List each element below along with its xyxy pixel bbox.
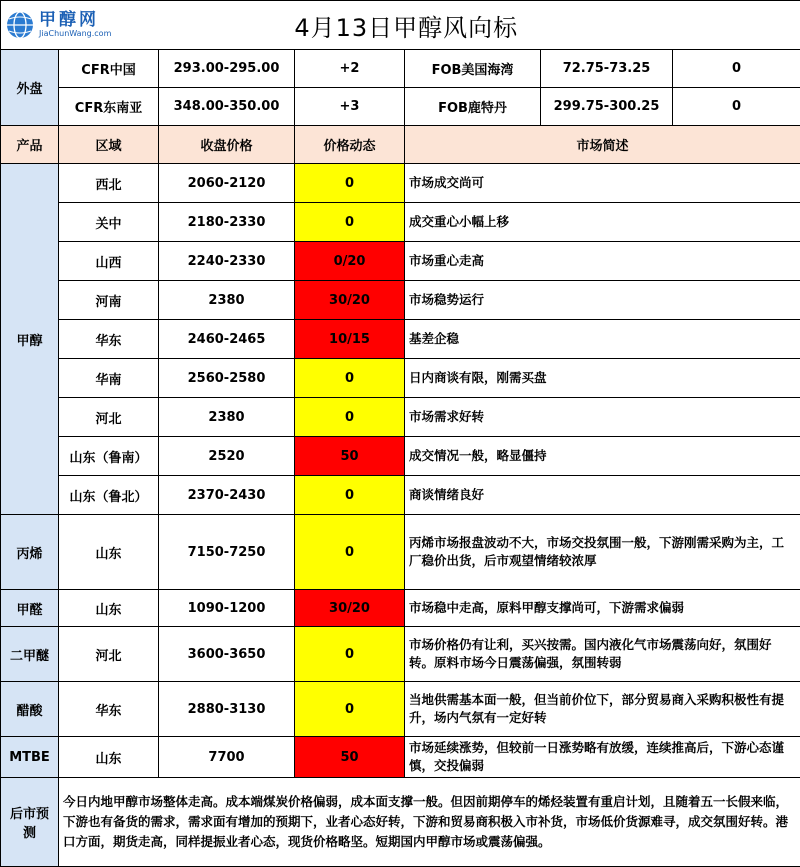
external-change: 0 [673, 50, 800, 88]
globe-icon [5, 10, 35, 40]
region-cell: 华东 [59, 682, 159, 737]
desc-cell: 成交情况一般，略显僵持 [405, 437, 800, 476]
desc-cell: 丙烯市场报盘波动不大，市场交投氛围一般，下游刚需采购为主，工厂稳价出货，后市观望情绪较浓厚 [405, 515, 800, 590]
external-price: 348.00-350.00 [159, 88, 295, 126]
desc-cell: 市场稳中走高，原料甲醇支撑尚可，下游需求偏弱 [405, 590, 800, 627]
product-row [1, 515, 800, 590]
region-cell: 华南 [59, 359, 159, 398]
region-cell: 河北 [59, 398, 159, 437]
product-cell: 二甲醚 [1, 627, 59, 682]
price-cell: 2370-2430 [159, 476, 295, 515]
logo-en: JiaChunWang.com [39, 30, 111, 38]
col-region: 区域 [59, 126, 159, 164]
methanol-row [1, 242, 800, 281]
desc-cell: 市场需求好转 [405, 398, 800, 437]
external-row [1, 88, 800, 126]
price-cell: 2560-2580 [159, 359, 295, 398]
methanol-section [1, 164, 800, 515]
external-change: +3 [295, 88, 405, 126]
region-cell: 山东（鲁北） [59, 476, 159, 515]
methanol-row [1, 320, 800, 359]
region-cell: 山东 [59, 737, 159, 778]
price-cell: 2240-2330 [159, 242, 295, 281]
desc-cell: 当地供需基本面一般，但当前价位下，部分贸易商入采购积极性有提升，场内气氛有一定好转 [405, 682, 800, 737]
change-cell: 0 [295, 164, 405, 203]
external-row [1, 50, 800, 88]
product-cell: 丙烯 [1, 515, 59, 590]
price-cell: 2180-2330 [159, 203, 295, 242]
methanol-row [1, 359, 800, 398]
price-cell: 2460-2465 [159, 320, 295, 359]
external-label: 外盘 [1, 50, 59, 126]
region-cell: 华东 [59, 320, 159, 359]
col-summary: 市场简述 [405, 126, 800, 164]
region-cell: 河北 [59, 627, 159, 682]
desc-cell: 商谈情绪良好 [405, 476, 800, 515]
region-cell: 山西 [59, 242, 159, 281]
methanol-row [1, 281, 800, 320]
methanol-row [1, 476, 800, 515]
desc-cell: 市场稳势运行 [405, 281, 800, 320]
external-price: 299.75-300.25 [541, 88, 673, 126]
desc-cell: 市场价格仍有让利，买兴按需。国内液化气市场震荡向好，氛围好转。原料市场今日震荡偏强，氛围转弱 [405, 627, 800, 682]
desc-cell: 日内商谈有限，刚需买盘 [405, 359, 800, 398]
price-cell: 3600-3650 [159, 627, 295, 682]
logo-cell [1, 1, 159, 50]
product-row [1, 737, 800, 778]
price-cell: 2880-3130 [159, 682, 295, 737]
region-cell: 河南 [59, 281, 159, 320]
price-cell: 2520 [159, 437, 295, 476]
column-header-row [1, 126, 800, 164]
desc-cell: 市场重心走高 [405, 242, 800, 281]
product-row [1, 627, 800, 682]
desc-cell: 市场延续涨势，但较前一日涨势略有放缓，连续推高后，下游心态谨慎，交投偏弱 [405, 737, 800, 778]
change-cell: 50 [295, 737, 405, 778]
region-cell: 山东 [59, 590, 159, 627]
price-cell: 7150-7250 [159, 515, 295, 590]
change-cell: 10/15 [295, 320, 405, 359]
col-price: 收盘价格 [159, 126, 295, 164]
forecast-text: 今日内地甲醇市场整体走高。成本端煤炭价格偏弱，成本面支撑一般。但因前期停车的烯烃装置有重启计划，且随着五一长假来临，下游也有备货的需求，需求面有增加的预期下，业者心态好转，下游和贸易商积极入市补货，市场低价货源难寻，成交氛围好转。港口方面，期货走高，同样提振业者心态，现货价格略坚。短期国内甲醇市场或震荡偏强。 [59, 778, 800, 867]
forecast-label: 后市预测 [1, 778, 59, 867]
external-change: 0 [673, 88, 800, 126]
desc-cell: 基差企稳 [405, 320, 800, 359]
external-name: FOB美国海湾 [405, 50, 541, 88]
change-cell: 0/20 [295, 242, 405, 281]
change-cell: 0 [295, 682, 405, 737]
change-cell: 0 [295, 398, 405, 437]
change-cell: 0 [295, 359, 405, 398]
external-change: +2 [295, 50, 405, 88]
region-cell: 关中 [59, 203, 159, 242]
external-name: CFR中国 [59, 50, 159, 88]
logo-cn: 甲醇网 [39, 12, 111, 30]
region-cell: 山东（鲁南） [59, 437, 159, 476]
product-row [1, 682, 800, 737]
region-cell: 山东 [59, 515, 159, 590]
desc-cell: 成交重心小幅上移 [405, 203, 800, 242]
change-cell: 0 [295, 203, 405, 242]
price-cell: 2380 [159, 398, 295, 437]
change-cell: 30/20 [295, 281, 405, 320]
product-cell: 醋酸 [1, 682, 59, 737]
methanol-row [1, 203, 800, 242]
product-cell: 甲醇 [1, 164, 59, 515]
forecast-row [1, 778, 800, 867]
methanol-row [1, 398, 800, 437]
external-price: 72.75-73.25 [541, 50, 673, 88]
change-cell: 0 [295, 515, 405, 590]
region-cell: 西北 [59, 164, 159, 203]
others-section [1, 515, 800, 778]
change-cell: 50 [295, 437, 405, 476]
header-row [1, 1, 800, 50]
price-cell: 1090-1200 [159, 590, 295, 627]
methanol-row [1, 437, 800, 476]
price-cell: 7700 [159, 737, 295, 778]
external-name: FOB鹿特丹 [405, 88, 541, 126]
page-title: 4月13日甲醇风向标 [159, 1, 800, 50]
logo [5, 10, 155, 40]
product-row [1, 590, 800, 627]
price-cell: 2060-2120 [159, 164, 295, 203]
methanol-row [1, 164, 800, 203]
product-cell: 甲醛 [1, 590, 59, 627]
product-cell: MTBE [1, 737, 59, 778]
col-product: 产品 [1, 126, 59, 164]
external-price: 293.00-295.00 [159, 50, 295, 88]
desc-cell: 市场成交尚可 [405, 164, 800, 203]
change-cell: 0 [295, 476, 405, 515]
col-change: 价格动态 [295, 126, 405, 164]
price-cell: 2380 [159, 281, 295, 320]
change-cell: 0 [295, 627, 405, 682]
external-name: CFR东南亚 [59, 88, 159, 126]
change-cell: 30/20 [295, 590, 405, 627]
